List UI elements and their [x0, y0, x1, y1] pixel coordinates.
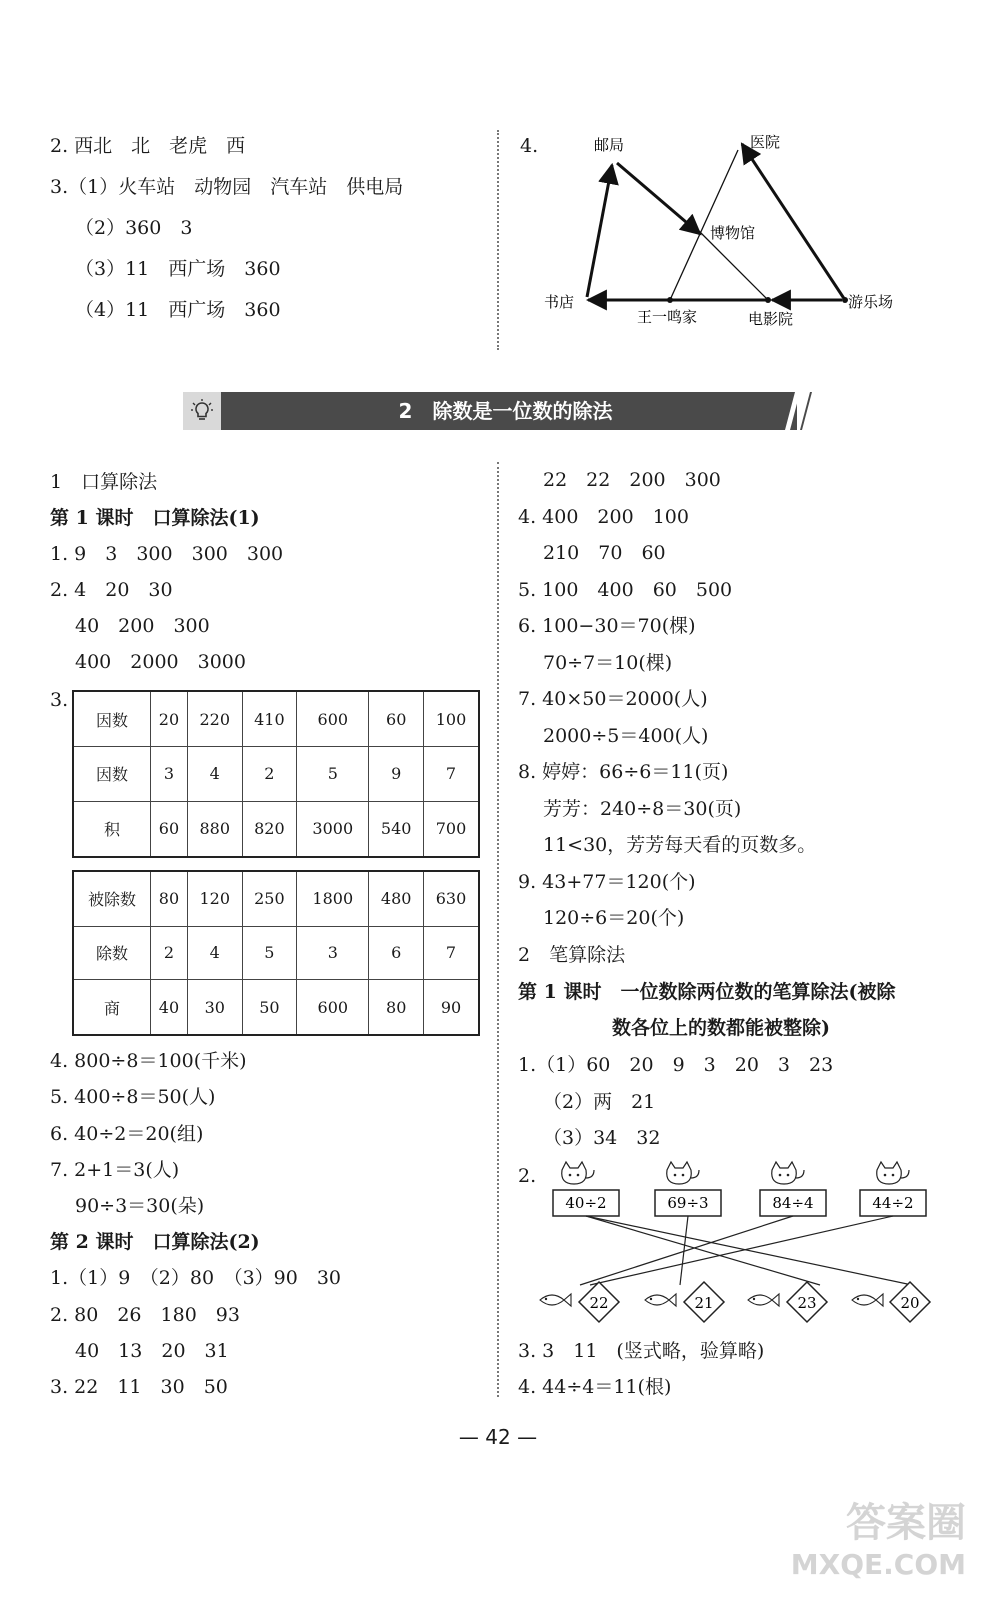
lesson-heading: 第 2 课时 口算除法(2) — [50, 1231, 260, 1253]
expression-text: 40÷2 — [565, 1194, 607, 1212]
diamond-value: 22 — [589, 1294, 609, 1312]
lesson-heading: 数各位上的数都能被整除) — [612, 1017, 830, 1039]
answer-line: 7. 2+1＝3(人) — [50, 1159, 180, 1181]
table-row — [73, 871, 479, 926]
table-cell: 50 — [242, 980, 297, 1035]
table-cell: 4 — [187, 747, 242, 802]
answer-line: 3. 22 11 30 50 — [50, 1376, 228, 1398]
answer-line: 22 22 200 300 — [543, 469, 721, 491]
table-row — [73, 747, 479, 802]
table-cell: 120 — [187, 871, 242, 926]
answer-line: 120÷6＝20(个) — [543, 907, 685, 929]
answer-line: 4. 800÷8＝100(千米) — [50, 1050, 247, 1072]
diamond-value: 23 — [797, 1294, 817, 1312]
answer-line: 4. 44÷4＝11(根) — [518, 1376, 672, 1398]
answer-line: 2 笔算除法 — [518, 944, 626, 966]
table-cell: 6 — [369, 926, 424, 980]
table-cell: 40 — [151, 980, 188, 1035]
table-cell: 20 — [151, 691, 188, 747]
table-cell: 220 — [187, 691, 242, 747]
factor-product-table — [72, 690, 480, 858]
table-cell: 商 — [73, 980, 151, 1035]
table-cell: 700 — [424, 801, 480, 857]
answer-line: 40 200 300 — [75, 615, 210, 637]
cat-icon — [877, 1162, 909, 1184]
place-label: 博物馆 — [710, 224, 756, 242]
answer-line: 2. 西北 北 老虎 西 — [50, 135, 246, 157]
answer-line: 1.（1）9 （2）80 （3）90 30 — [50, 1267, 342, 1289]
table-cell: 积 — [73, 801, 151, 857]
diamond-value: 21 — [694, 1294, 714, 1312]
answer-line: 210 70 60 — [543, 542, 666, 564]
table-cell: 因数 — [73, 691, 151, 747]
answer-line: 40 13 20 31 — [75, 1340, 229, 1362]
answer-line: （4）11 西广场 360 — [75, 299, 281, 321]
table-cell: 80 — [151, 871, 188, 926]
watermark-text: MXQE.COM — [790, 1548, 966, 1581]
question-number: 2. — [518, 1165, 537, 1187]
page-number: — 42 — — [458, 1425, 538, 1449]
table-cell: 3000 — [297, 801, 369, 857]
answer-line: 7. 40×50＝2000(人) — [518, 688, 708, 710]
answer-line: 70÷7＝10(棵) — [543, 652, 673, 674]
cat-icon — [772, 1162, 804, 1184]
answer-line: （2）两 21 — [543, 1091, 656, 1113]
table-cell: 9 — [369, 747, 424, 802]
lesson-heading: 第 1 课时 口算除法(1) — [50, 507, 260, 529]
diamond-value: 20 — [900, 1294, 920, 1312]
table-cell: 100 — [424, 691, 480, 747]
place-label: 游乐场 — [848, 293, 894, 311]
answer-line: 1. 9 3 300 300 300 — [50, 543, 284, 565]
table-cell: 2 — [242, 747, 297, 802]
answer-line: 90÷3＝30(朵) — [75, 1195, 205, 1217]
place-label: 邮局 — [594, 136, 625, 154]
route-map-diagram — [520, 120, 940, 345]
place-label: 医院 — [750, 133, 781, 151]
table-cell: 820 — [242, 801, 297, 857]
answer-line: 1 口算除法 — [50, 471, 158, 493]
cat-icon — [562, 1162, 594, 1184]
answer-line: 4. 400 200 100 — [518, 506, 689, 528]
answer-line: （3）11 西广场 360 — [75, 258, 281, 280]
table-cell: 540 — [369, 801, 424, 857]
route-arrow — [617, 163, 700, 234]
answer-line: 8. 婷婷：66÷6＝11(页) — [518, 761, 729, 783]
table-cell: 60 — [151, 801, 188, 857]
matching-line — [586, 1216, 820, 1285]
expression-text: 84÷4 — [772, 1194, 814, 1212]
fish-icon — [645, 1294, 676, 1306]
column-divider — [497, 130, 499, 350]
answer-line: 9. 43+77＝120(个) — [518, 871, 696, 893]
fish-icon — [852, 1294, 883, 1306]
table-cell: 被除数 — [73, 871, 151, 926]
matching-diagram — [520, 1158, 950, 1328]
answer-line: 1.（1）60 20 9 3 20 3 23 — [518, 1054, 834, 1076]
table-cell: 7 — [424, 926, 480, 980]
table-cell: 600 — [297, 980, 369, 1035]
table-cell: 30 — [187, 980, 242, 1035]
watermark-logo — [791, 1502, 966, 1586]
answer-line: 400 2000 3000 — [75, 651, 246, 673]
question-number: 3. — [50, 689, 69, 711]
place-label: 王一鸣家 — [637, 308, 698, 326]
table-cell: 2 — [151, 926, 188, 980]
answer-line: 2. 80 26 180 93 — [50, 1304, 240, 1326]
expression-text: 69÷3 — [667, 1194, 709, 1212]
answer-line: 11<30，芳芳每天看的页数多。 — [543, 834, 817, 856]
table-row — [73, 691, 479, 747]
division-table — [72, 870, 480, 1036]
table-cell: 480 — [369, 871, 424, 926]
section-banner — [183, 392, 828, 430]
watermark-text: 答案圈 — [846, 1500, 966, 1546]
answer-line: 2000÷5＝400(人) — [543, 725, 709, 747]
route-arrow — [742, 144, 845, 300]
answer-line: 芳芳：240÷8＝30(页) — [543, 798, 742, 820]
answer-line: 5. 400÷8＝50(人) — [50, 1086, 216, 1108]
section-title: 2 除数是一位数的除法 — [398, 399, 613, 423]
answer-line: 3. 3 11 (竖式略，验算略) — [518, 1340, 765, 1362]
table-row — [73, 801, 479, 857]
table-cell: 600 — [297, 691, 369, 747]
point-dot — [667, 297, 673, 303]
answer-line: 6. 100−30＝70(棵) — [518, 615, 696, 637]
place-label: 书店 — [544, 293, 575, 311]
answer-line: 2. 4 20 30 — [50, 579, 173, 601]
place-label: 电影院 — [748, 310, 794, 328]
point-dot — [765, 297, 771, 303]
table-cell: 630 — [424, 871, 480, 926]
table-cell: 4 — [187, 926, 242, 980]
table-row — [73, 980, 479, 1035]
table-cell: 250 — [242, 871, 297, 926]
answer-line: （2）360 3 — [75, 217, 193, 239]
table-cell: 90 — [424, 980, 480, 1035]
answer-line: 5. 100 400 60 500 — [518, 579, 733, 601]
table-cell: 7 — [424, 747, 480, 802]
table-cell: 3 — [151, 747, 188, 802]
table-cell: 5 — [242, 926, 297, 980]
table-cell: 5 — [297, 747, 369, 802]
answer-line: 3.（1）火车站 动物园 汽车站 供电局 — [50, 176, 404, 198]
table-cell: 60 — [369, 691, 424, 747]
fish-icon — [540, 1294, 571, 1306]
expression-text: 44÷2 — [872, 1194, 914, 1212]
answer-line: 6. 40÷2＝20(组) — [50, 1123, 204, 1145]
banner-slash-decoration — [783, 392, 828, 430]
lesson-heading: 第 1 课时 一位数除两位数的笔算除法(被除 — [518, 981, 896, 1003]
table-cell: 880 — [187, 801, 242, 857]
table-row — [73, 926, 479, 980]
table-cell: 410 — [242, 691, 297, 747]
cat-icon — [667, 1162, 699, 1184]
table-cell: 80 — [369, 980, 424, 1035]
table-cell: 1800 — [297, 871, 369, 926]
route-arrow — [587, 165, 612, 297]
table-cell: 3 — [297, 926, 369, 980]
column-divider — [497, 462, 499, 1397]
table-cell: 因数 — [73, 747, 151, 802]
map-question-number: 4. — [520, 135, 539, 157]
table-cell: 除数 — [73, 926, 151, 980]
fish-icon — [748, 1294, 779, 1306]
answer-line: （3）34 32 — [543, 1127, 661, 1149]
